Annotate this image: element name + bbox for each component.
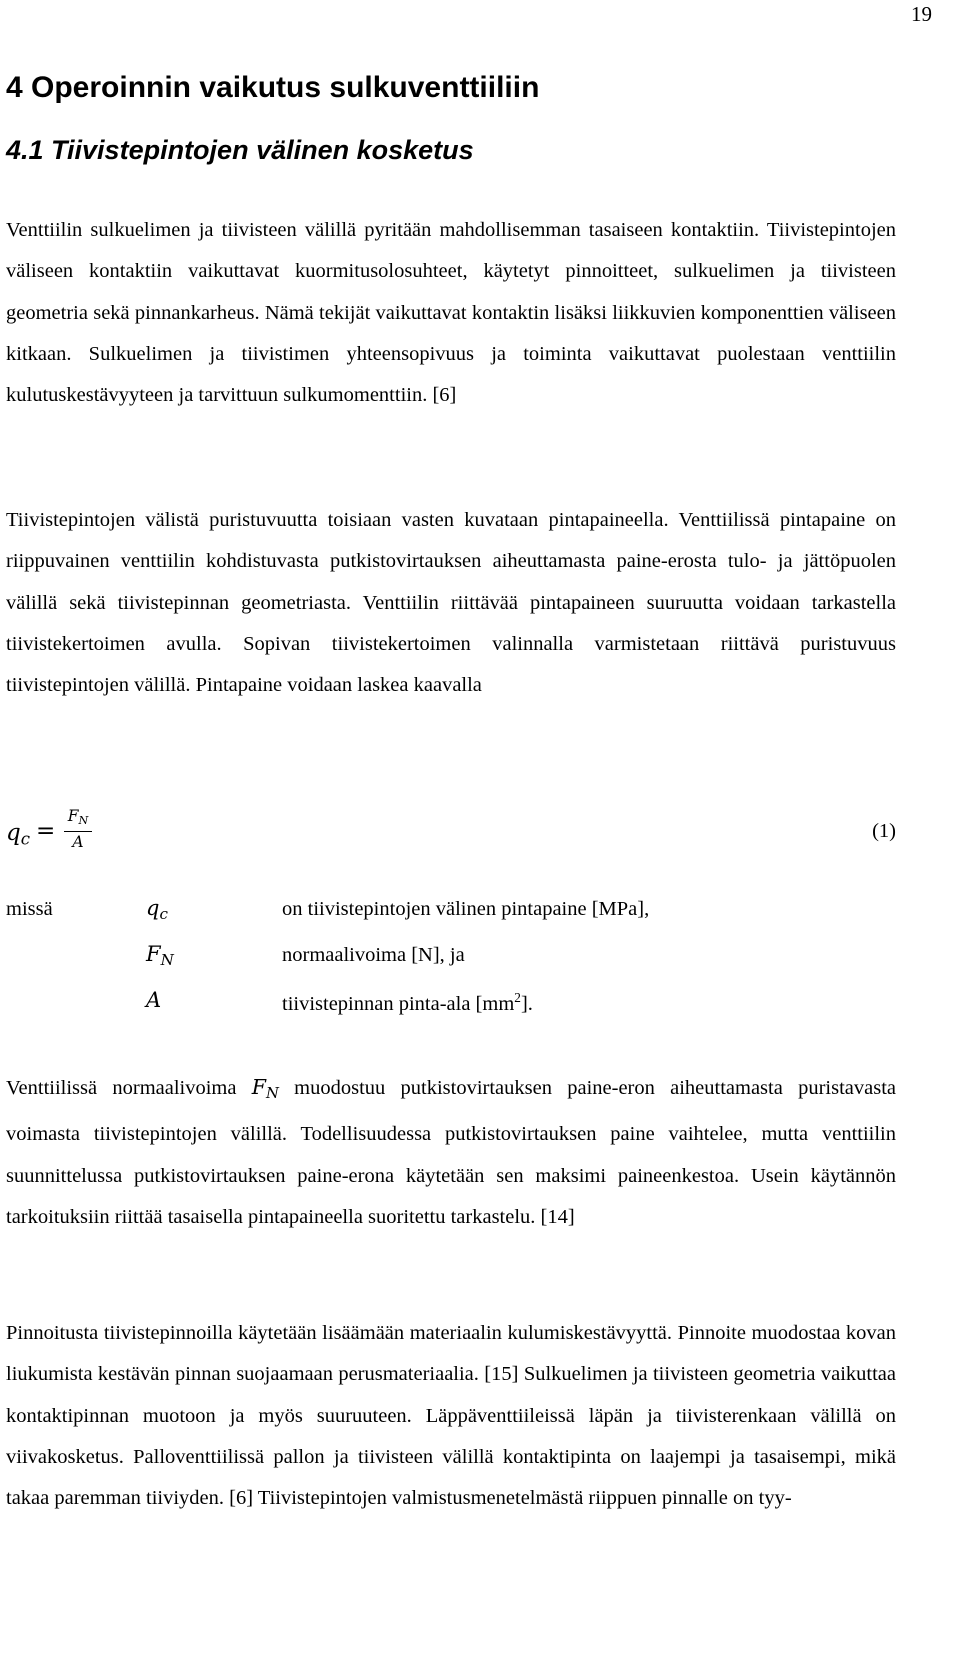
equation-1 — [6, 806, 896, 866]
page-number: 19 — [911, 2, 932, 26]
chapter-heading: 4 Operoinnin vaikutus sulkuventtiiliin — [6, 71, 540, 104]
fraction-numerator: $F_N$ — [67, 807, 89, 828]
inline-symbol-fn: $F_N$ — [251, 1075, 279, 1103]
legend-row — [6, 984, 896, 1030]
legend-description: tiivistepinnan pinta-ala $[mm^2]$. — [282, 990, 533, 1015]
legend-symbol: $F_N$ — [146, 942, 174, 970]
legend-row — [6, 938, 896, 984]
legend-row — [6, 892, 896, 938]
paragraph-contact: Venttiilin sulkuelimen ja tiivisteen välillä pyritään mahdollisemman tasaiseen kontaktiin. Tiivistepintojen väliseen kontaktiin vaikuttavat kuormitusolosuhteet, käytetyt pinnoitteet, sulkuelimen ja tiivisteen geometria sekä pinnankarheus. Nämä tekijät vaikuttavat kontaktin lisäksi liikkuvien komponenttien väliseen kitkaan. Sulkuelimen ja tiivistimen yhteensopivuus ja toiminta vaikuttavat puolestaan venttiilin kulutuskestävyyteen ja tarvittuun sulkumomenttiin. [6] — [6, 219, 896, 407]
legend-description: on tiivistepintojen välinen pintapaine [MPa], — [282, 898, 650, 920]
fraction-denominator: A — [72, 833, 84, 852]
legend-symbol: $q_c$ — [146, 896, 168, 924]
equation-fraction — [62, 806, 94, 852]
paragraph-normal-force: Venttiilissä normaalivoima $F_N$ muodostuu putkistovirtauksen paine-eron aiheuttamasta puristavasta voimasta tiivistepintojen välillä. Todellisuudessa putkistovirtauksen paine vaihtelee, mutta venttiilin suunnittelussa putkistovirtauksen paine-erona käytetään sen maksimi paineenkestoa. Usein käytännön tarkoituksiin riittää tasaisella pintapaineella suoritettu tarkastelu. [14] — [6, 1075, 897, 1229]
legend-lead: missä — [6, 898, 53, 920]
paragraph-coatings: Pinnoitusta tiivistepinnoilla käytetään lisäämään materiaalin kulumiskestävyyttä. Pinnoite muodostaa kovan liukumista kestävän pinnan suojaamaan perusmateriaalia. [15] Sulkuelimen ja tiivisteen geometria vaikuttaa kontaktipinnan muotoon ja myös suuruuteen. Läppäventtiileissä läpän ja tiivisterenkaan välillä on viivakosketus. Palloventtiilissä pallon ja tiivisteen välillä kontaktipinta on laajempi ja tasaisempi, mikä takaa paremman tiiviyden. [6] Tiivistepintojen valmistusmenetelmästä riippuen pinnalle on tyy- — [6, 1322, 896, 1510]
section-heading: 4.1 Tiivistepintojen välinen kosketus — [6, 135, 474, 165]
equation-lhs: $q_c$ — [6, 820, 31, 849]
symbol-legend — [6, 892, 896, 1030]
equation-number: (1) — [872, 820, 896, 842]
legend-symbol: A — [146, 988, 162, 1012]
paragraph-surface-pressure: Tiivistepintojen välistä puristuvuutta toisiaan vasten kuvataan pintapaineella. Venttiilissä pintapaine on riippuvainen venttiilin kohdistuvasta putkistovirtauksen aiheuttamasta paine-erosta tulo- ja jättöpuolen välillä sekä tiivistepinnan geometriasta. Venttiilin riittävää pintapaineen suuruutta voidaan tarkastella tiivistekertoimen avulla. Sopivan tiivistekertoimen valinnalla varmistetaan riittävä puristuvuus tiivistepintojen välillä. Pintapaine voidaan laskea kaavalla — [6, 509, 896, 697]
legend-description: normaalivoima [N], ja — [282, 944, 465, 966]
equation-equals: = — [36, 818, 56, 844]
